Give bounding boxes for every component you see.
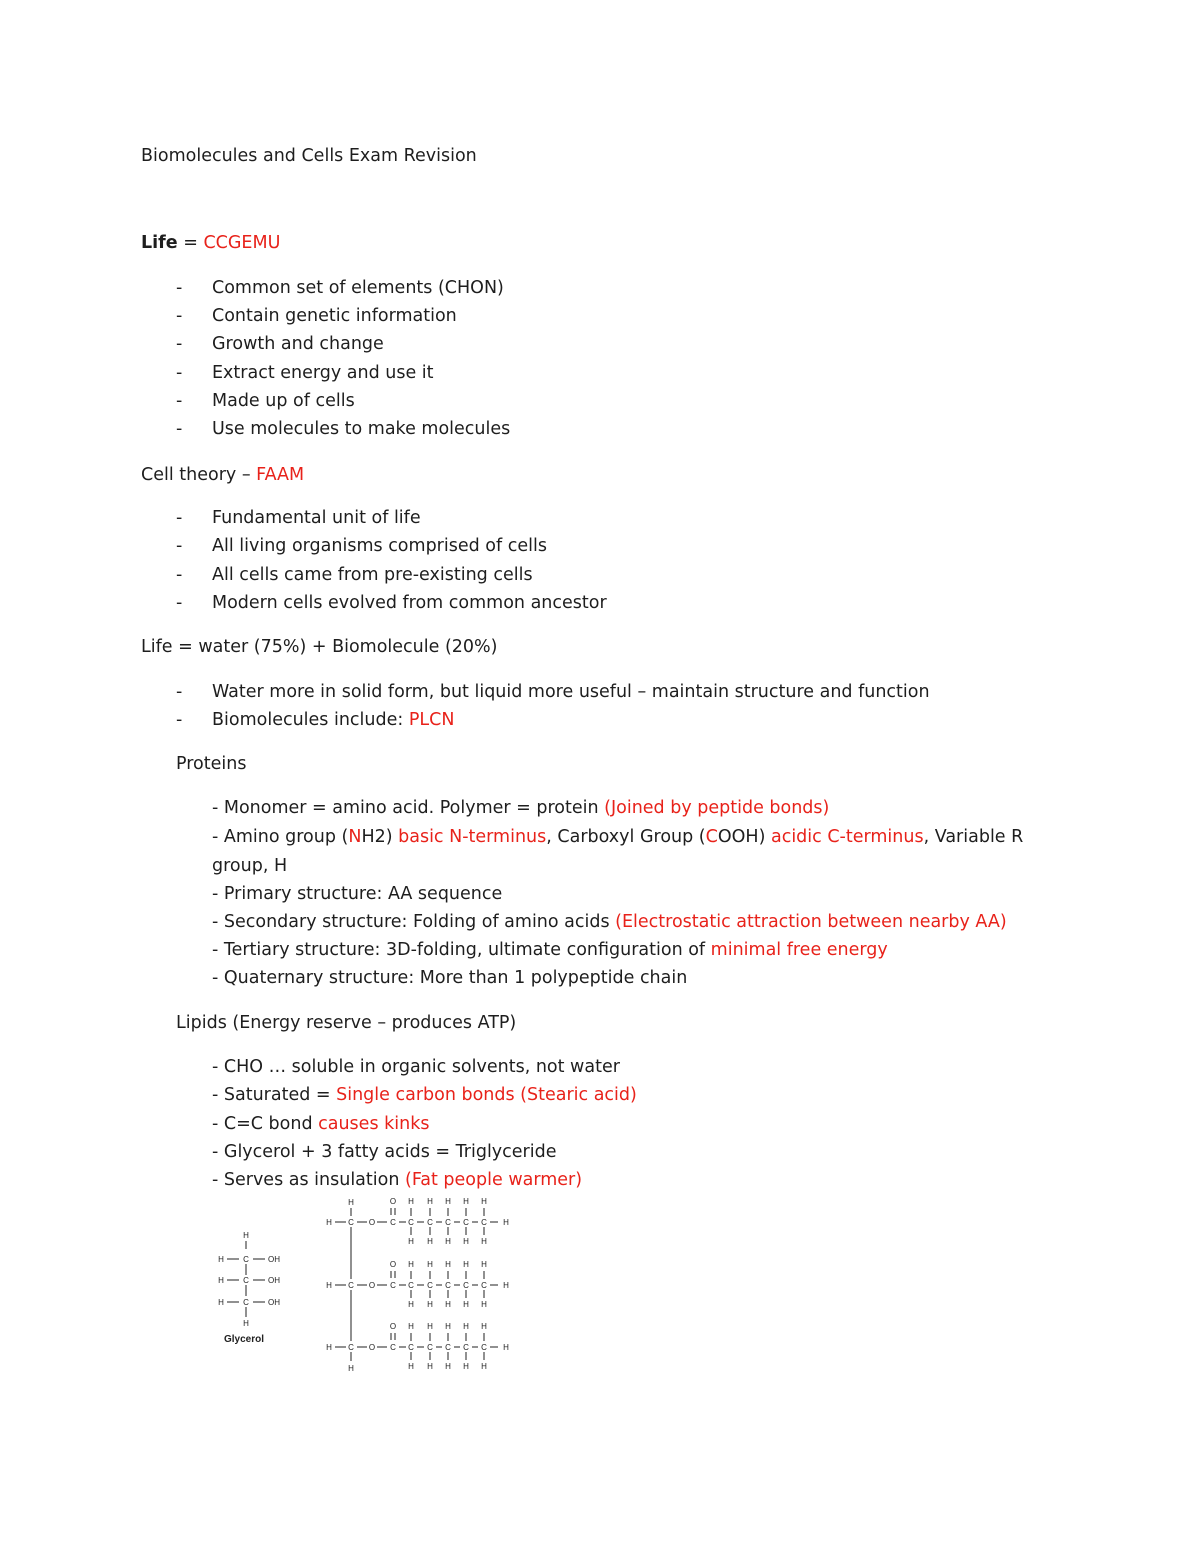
atom-label: H — [348, 1364, 354, 1373]
cell-theory-mnemonic: FAAM — [256, 465, 305, 485]
atom-label: H — [481, 1300, 487, 1309]
atom-label: H — [463, 1197, 469, 1206]
atom-label: O — [368, 1281, 376, 1290]
document-title: Biomolecules and Cells Exam Revision — [141, 146, 477, 166]
atom-label: C — [348, 1343, 354, 1352]
lipid-point: - CHO … soluble in organic solvents, not water — [212, 1057, 620, 1077]
atom-label: H — [408, 1322, 414, 1331]
atom-label: H — [463, 1237, 469, 1246]
atom-label: H — [408, 1237, 414, 1246]
atom-label: C — [408, 1343, 414, 1352]
atom-label: O — [368, 1343, 376, 1352]
atom-label: H — [503, 1343, 509, 1352]
atom-label: H — [463, 1362, 469, 1371]
atom-label: H — [481, 1362, 487, 1371]
atom-label: C — [445, 1343, 451, 1352]
hydroxyl-group-label: OH — [268, 1276, 280, 1285]
atom-label: C — [408, 1218, 414, 1227]
atom-label: H — [218, 1255, 224, 1264]
lipid-point: - C=C bond causes kinks — [212, 1114, 430, 1134]
document-page: Biomolecules and Cells Exam Revision Life = CCGEMU - Common set of elements (CHON) - Contain genetic information - Growth and change - Extract energy and use it - Made up of cells - Use molecules to make molecules Cell theory – FAAM - Fundamental unit of life - All living organisms comprised of cells - All cells came from pre-existing cells - Modern cells evolved from common ancestor Life = water (75%) + Biomolecule (20%) - Water more in solid form, but liquid more useful – maintain structure and function - Biomolecules include: PLCN Proteins - Monomer = amino acid. Polymer = protein (Joined by peptide bonds) - Amino group (NH2) basic N-terminus, Carboxyl Group (COOH) acidic C-terminus, Variable R group, H - Primary structure: AA sequence - Secondary structure: Folding of amino acids (Electrostatic attraction between nearby AA) - Tertiary structure: 3D-folding, ultimate configuration of minimal free energy - Quaternary structure: More than 1 polypeptide chain Lipids (Energy reserve – produces ATP) - CHO … soluble in organic solvents, not water - Saturated = Single carbon bonds (Stearic acid) - C=C bond causes kinks - Glycerol + 3 fatty acids = Triglyceride - Serves as insulation (Fat people warmer) H H C OH H C OH H C OH H Glycerol H C O C O C H H C H H C H H C H H C H H H H C O C O C H H C H H C H H C H H C H H H H C O C O C H H C H H C H H C H H C H H H H H — [0, 0, 1200, 1553]
atom-label: C — [390, 1281, 396, 1290]
atom-label: H — [326, 1343, 332, 1352]
atom-label: O — [389, 1197, 397, 1206]
atom-label: H — [408, 1362, 414, 1371]
atom-label: H — [463, 1300, 469, 1309]
atom-label: H — [481, 1197, 487, 1206]
atom-label: H — [427, 1260, 433, 1269]
atom-label: H — [243, 1231, 249, 1240]
atom-label: O — [368, 1218, 376, 1227]
glycerol-structure-figure — [210, 1225, 310, 1350]
atom-label: C — [463, 1218, 469, 1227]
atom-label: H — [481, 1260, 487, 1269]
protein-point-wrap: group, H — [212, 856, 288, 876]
atom-label: H — [326, 1281, 332, 1290]
lipid-point: - Glycerol + 3 fatty acids = Triglyceride — [212, 1142, 557, 1162]
protein-point: - Amino group (NH2) basic N-terminus, Carboxyl Group (COOH) acidic C-terminus, Variable R — [212, 827, 1024, 847]
atom-label: H — [348, 1198, 354, 1207]
atom-label: H — [408, 1260, 414, 1269]
atom-label: H — [481, 1237, 487, 1246]
atom-label: H — [445, 1300, 451, 1309]
atom-label: H — [427, 1197, 433, 1206]
hydroxyl-group-label: OH — [268, 1298, 280, 1307]
atom-label: H — [481, 1322, 487, 1331]
protein-point: - Tertiary structure: 3D-folding, ultimate configuration of minimal free energy — [212, 940, 888, 960]
life-sep: = — [177, 233, 204, 253]
atom-label: C — [427, 1218, 433, 1227]
atom-label: C — [445, 1281, 451, 1290]
atom-label: C — [390, 1343, 396, 1352]
atom-label: C — [463, 1281, 469, 1290]
atom-label: H — [463, 1322, 469, 1331]
triglyceride-structure-figure — [318, 1193, 518, 1378]
atom-label: H — [408, 1197, 414, 1206]
atom-label: H — [427, 1300, 433, 1309]
atom-label: H — [427, 1362, 433, 1371]
atom-label: H — [326, 1218, 332, 1227]
atom-label: O — [389, 1322, 397, 1331]
atom-label: H — [445, 1197, 451, 1206]
atom-label: C — [243, 1298, 249, 1307]
protein-point: - Primary structure: AA sequence — [212, 884, 503, 904]
atom-label: C — [348, 1281, 354, 1290]
atom-label: H — [503, 1218, 509, 1227]
atom-label: C — [427, 1281, 433, 1290]
atom-label: C — [481, 1343, 487, 1352]
life-heading — [141, 231, 280, 255]
atom-label: C — [348, 1218, 354, 1227]
atom-label: H — [218, 1298, 224, 1307]
protein-point: - Monomer = amino acid. Polymer = protein (Joined by peptide bonds) — [212, 798, 830, 818]
atom-label: H — [445, 1322, 451, 1331]
atom-label: H — [445, 1260, 451, 1269]
atom-label: H — [243, 1319, 249, 1328]
atom-label: C — [390, 1218, 396, 1227]
atom-label: H — [445, 1237, 451, 1246]
atom-label: C — [481, 1218, 487, 1227]
atom-label: C — [408, 1281, 414, 1290]
cell-theory-heading — [141, 463, 304, 487]
atom-label: H — [427, 1237, 433, 1246]
proteins-heading: Proteins — [176, 754, 247, 774]
atom-label: C — [243, 1276, 249, 1285]
atom-label: C — [481, 1281, 487, 1290]
protein-point: - Quaternary structure: More than 1 polypeptide chain — [212, 968, 688, 988]
cell-theory-label: Cell theory – — [141, 465, 257, 485]
atom-label: H — [218, 1276, 224, 1285]
atom-label: C — [427, 1343, 433, 1352]
glycerol-caption: Glycerol — [223, 1334, 265, 1345]
atom-label: O — [389, 1260, 397, 1269]
protein-point: - Secondary structure: Folding of amino acids (Electrostatic attraction between nearby AA) — [212, 912, 1007, 932]
lipid-point: - Saturated = Single carbon bonds (Stearic acid) — [212, 1085, 637, 1105]
hydroxyl-group-label: OH — [268, 1255, 280, 1264]
atom-label: C — [445, 1218, 451, 1227]
atom-label: H — [463, 1260, 469, 1269]
atom-label: H — [427, 1322, 433, 1331]
life-mnemonic: CCGEMU — [203, 233, 281, 253]
atom-label: H — [503, 1281, 509, 1290]
lipid-point: - Serves as insulation (Fat people warmer) — [212, 1170, 583, 1190]
life-composition-heading: Life = water (75%) + Biomolecule (20%) — [141, 637, 498, 657]
atom-label: C — [243, 1255, 249, 1264]
atom-label: H — [408, 1300, 414, 1309]
lipids-heading: Lipids (Energy reserve – produces ATP) — [176, 1013, 517, 1033]
atom-label: C — [463, 1343, 469, 1352]
life-label: Life — [141, 233, 178, 253]
atom-label: H — [445, 1362, 451, 1371]
